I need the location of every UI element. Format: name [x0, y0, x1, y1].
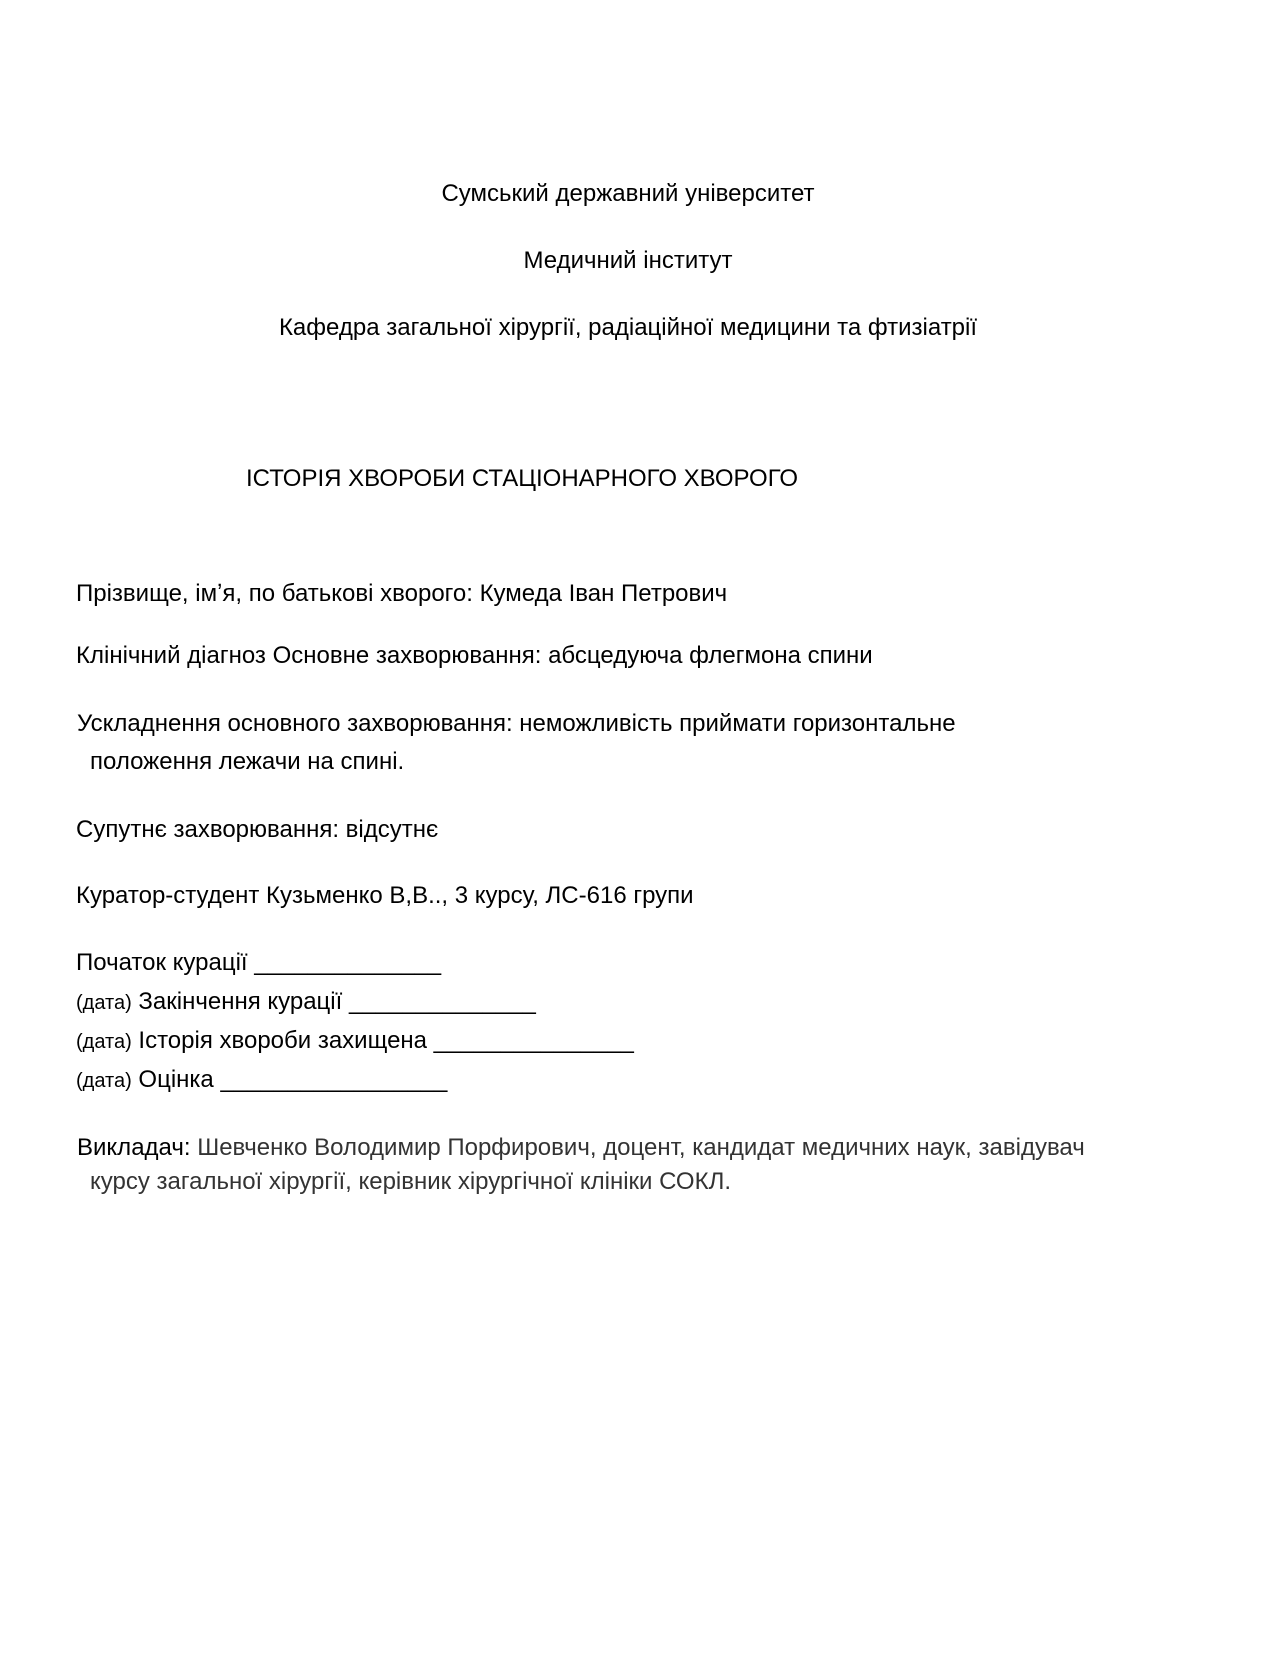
- teacher-label: Викладач:: [77, 1134, 191, 1161]
- curator-info: Куратор-студент Кузьменко В,В.., 3 курсу, ЛС-616 групи: [76, 882, 694, 909]
- history-defended: Історія хвороби захищена _______________: [138, 1027, 634, 1054]
- curation-end: Закінчення курації ______________: [138, 988, 536, 1015]
- curation-end-row: [76, 988, 536, 1017]
- patient-name: Прізвище, імʼя, по батькові хворого: Кумеда Іван Петрович: [76, 580, 728, 607]
- complication-line-2: положення лежачи на спині.: [90, 748, 405, 775]
- date-label: (дата): [76, 1031, 132, 1053]
- document-title: ІСТОРІЯ ХВОРОБИ СТАЦІОНАРНОГО ХВОРОГО: [246, 465, 799, 492]
- institute-name: Медичний інститут: [523, 247, 733, 274]
- curation-start: Початок курації ______________: [76, 949, 442, 976]
- complication-line-1: Ускладнення основного захворювання: неможливість приймати горизонтальне: [77, 710, 956, 737]
- clinical-diagnosis: Клінічний діагноз Основне захворювання: абсцедуюча флегмона спини: [76, 642, 873, 669]
- teacher-line-2: курсу загальної хірургії, керівник хірургічної клініки СОКЛ.: [90, 1168, 731, 1195]
- date-label: (дата): [76, 992, 132, 1014]
- department-name: Кафедра загальної хірургії, радіаційної медицини та фтизіатрії: [278, 314, 978, 341]
- teacher-info: Шевченко Володимир Порфирович, доцент, кандидат медичних наук, завідувач: [197, 1134, 1085, 1161]
- date-label: (дата): [76, 1070, 132, 1092]
- grade-row: [76, 1066, 447, 1095]
- university-name: Сумський державний університет: [441, 180, 815, 207]
- grade: Оцінка _________________: [138, 1066, 448, 1093]
- concomitant-disease: Супутнє захворювання: відсутнє: [76, 816, 439, 843]
- history-defended-row: [76, 1027, 634, 1056]
- teacher-line-1: [77, 1134, 1085, 1162]
